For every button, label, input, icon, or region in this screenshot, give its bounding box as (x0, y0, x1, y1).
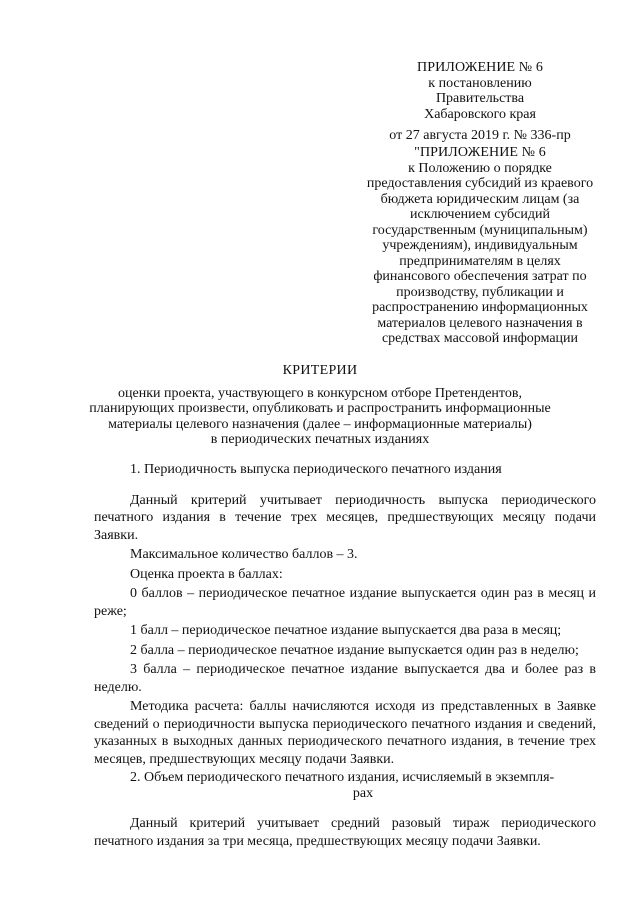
appendix-line: бюджета юридическим лицам (за (380, 191, 580, 207)
section-heading: 1. Периодичность выпуска периодического печатного издания (130, 462, 502, 477)
appendix-line: исключением субсидий (409, 207, 550, 222)
criteria-subtitle-line: в периодических печатных изданиях (210, 432, 430, 447)
appendix-title: ПРИЛОЖЕНИЕ № 6 (417, 60, 543, 75)
appendix-line: предоставления субсидий из краевого (366, 176, 594, 191)
criteria-subtitle (80, 386, 560, 448)
section-heading-line: 2. Объем периодического печатного издания, исчисляемый в экземпля- (130, 770, 555, 785)
paragraph: 3 балла – периодическое печатное издание выпускается два и более раз в неделю. (94, 662, 596, 695)
paragraph: Данный критерий учитывает периодичность выпуска периодического печатного издания в течение трех месяцев, предшествующих месяцу подачи Заявки. (94, 492, 596, 543)
appendix-title: "ПРИЛОЖЕНИЕ № 6 (414, 145, 546, 160)
section-heading-line: рах (352, 785, 374, 801)
appendix-line: финансового обеспечения затрат по (373, 269, 587, 284)
appendix-line: Правительства (435, 91, 525, 106)
appendix-block-regulation (352, 145, 608, 347)
appendix-line: Хабаровского края (424, 106, 536, 122)
criteria-subtitle-line: материалы целевого назначения (далее – информационные материалы) (108, 416, 532, 432)
paragraph: Методика расчета: баллы начисляются исходя из представленных в Заявке сведений о периодичности выпуска периодического печатного издания и сведений, указанных в выходных данных периодического печатного издания, в течение трех месяцев, предшествующих месяцу подачи Заявки. (94, 699, 596, 767)
appendix-line: к Положению о порядке (408, 160, 552, 176)
appendix-line: к постановлению (428, 75, 532, 91)
criteria-heading: КРИТЕРИИ (282, 363, 358, 378)
criteria-subtitle-line: планирующих произвести, опубликовать и распространить информационные (89, 401, 551, 416)
appendix-block-resolution (352, 60, 608, 144)
paragraph: 0 баллов – периодическое печатное издание выпускается один раз в месяц и реже; (94, 586, 596, 619)
appendix-line: средствах массовой информации (381, 331, 579, 346)
paragraph: Данный критерий учитывает средний разовый тираж периодического печатного издания за три месяца, предшествующих месяцу подачи Заявки. (94, 816, 596, 849)
section-heading (94, 770, 596, 801)
paragraph: 1 балл – периодическое печатное издание выпускается два раза в месяц; (130, 623, 562, 638)
appendix-line: производству, публикации и (396, 284, 564, 300)
section-circulation (94, 770, 596, 852)
paragraph: 2 балла – периодическое печатное издание выпускается один раз в неделю; (130, 642, 579, 658)
appendix-line: распространению информационных (372, 300, 588, 315)
appendix-line: учреждениям), индивидуальным (382, 238, 578, 253)
appendix-line: государственным (муниципальным) (372, 222, 588, 238)
criteria-title-block (80, 363, 560, 448)
paragraph: Максимальное количество баллов – 3. (130, 547, 358, 562)
appendix-line: предпринимателям в целях (399, 253, 561, 269)
section-periodicity (94, 462, 596, 770)
appendix-line: материалов целевого назначения в (377, 315, 583, 331)
criteria-subtitle-line: оценки проекта, участвующего в конкурсном отборе Претендентов, (118, 385, 522, 401)
appendix-date-line: от 27 августа 2019 г. № 336-пр (389, 128, 571, 143)
paragraph: Оценка проекта в баллах: (130, 566, 283, 582)
